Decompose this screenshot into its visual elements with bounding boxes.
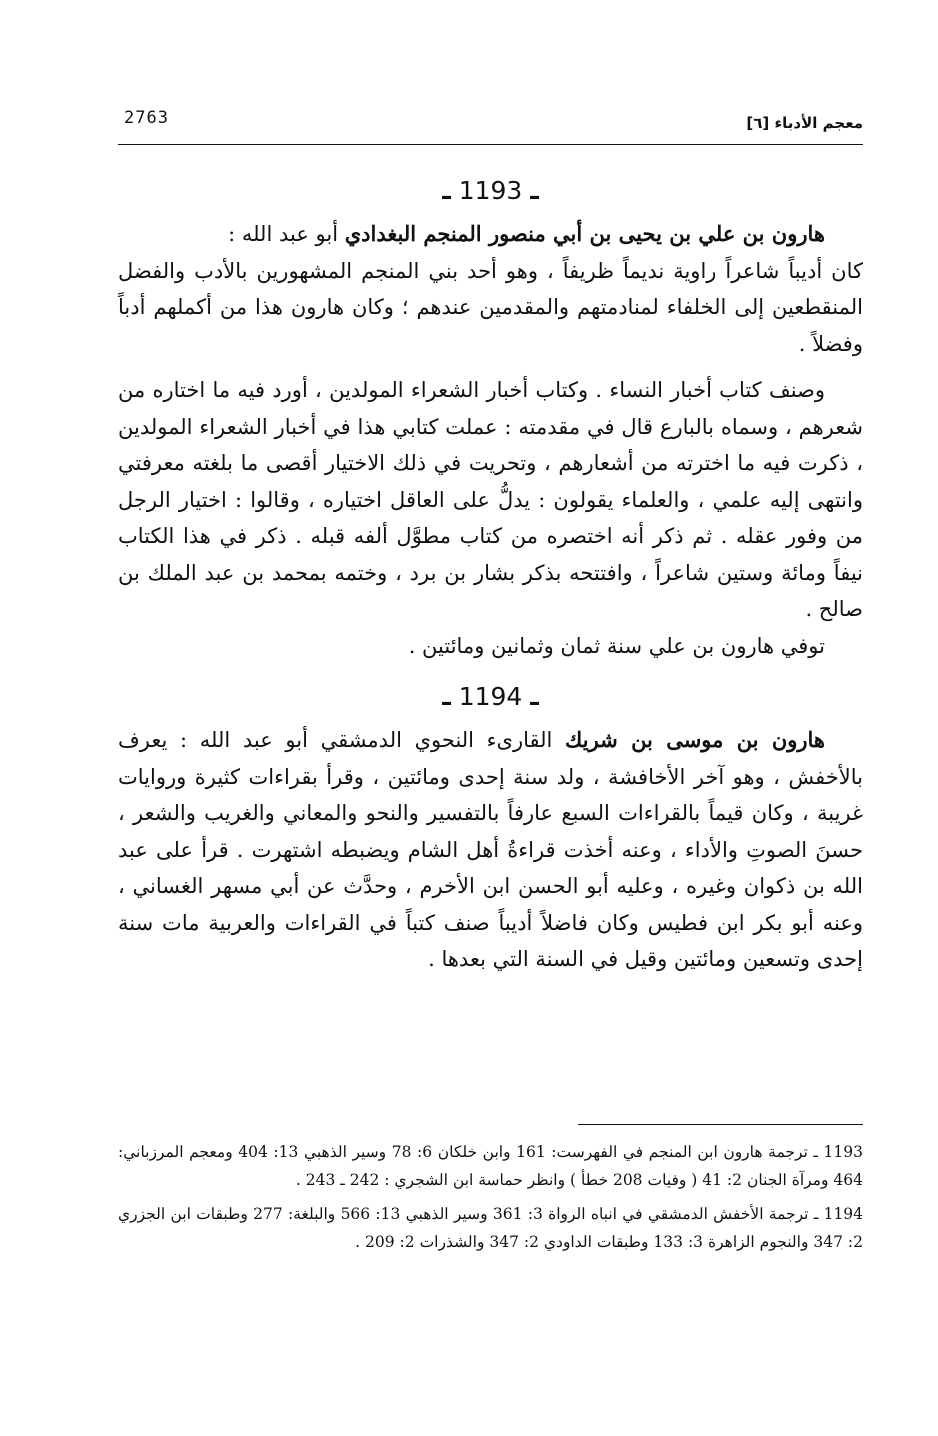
running-head <box>118 108 863 138</box>
entry-heading-1193 <box>118 216 863 253</box>
header-rule <box>118 144 863 145</box>
footnote: 1194 ـ ترجمة الأخفش الدمشقي في انباه الرواة 3: 361 وسير الذهبي 13: 566 والبلغة: 277 وطبقات ابن الجزري 2: 347 والنجوم الزاهرة 3: 133 وطبقات الداودي 2: 347 والشذرات 2: 209 . <box>118 1205 864 1251</box>
entry-name-rest: أبو عبد الله : <box>228 222 345 246</box>
entry-number-text: 1193 <box>458 176 523 205</box>
entry-heading-1194 <box>118 722 863 978</box>
entry-paragraph: توفي هارون بن علي سنة ثمان وثمانين ومائتين . <box>408 633 825 658</box>
main-text <box>118 166 863 978</box>
entry-number-text: 1194 <box>458 682 523 711</box>
entry-name: هارون بن موسى بن شريك <box>565 727 825 752</box>
book-title: معجم الأدباء [٦] <box>746 114 863 132</box>
footnote: 1193 ـ ترجمة هارون ابن المنجم في الفهرست: 161 وابن خلكان 6: 78 وسير الذهبي 13: 404 ومعجم المرزباني: 464 ومرآة الجنان 2: 41 ( وفيات 208 خطأ ) وانظر حماسة ابن الشجري : 242 ـ 243 . <box>118 1143 863 1189</box>
entry-name: هارون بن علي بن يحيى بن أبي منصور المنجم البغدادي <box>344 221 825 246</box>
page-number: 2763 <box>124 108 169 128</box>
entry-paragraph: وصنف كتاب أخبار النساء . وكتاب أخبار الشعراء المولدين ، أورد فيه ما اختاره من شعرهم ، وسماه بالبارع قال في مقدمته : عملت كتابي هذا في أخبار الشعراء المولدين ، ذكرت فيه ما اخترته من أشعارهم ، وتحريت في ذلك الاختيار أقصى ما بلغته معرفتي وانتهى إليه علمي ، والعلماء يقولون : يدلُّ على العاقل اختياره ، وقالوا : اختيار الرجل من وفور عقله . ثم ذكر أنه اختصره من كتاب مطوَّل ألفه قبله . ذكر في هذا الكتاب نيفاً ومائة وستين شاعراً ، وافتتحه بذكر بشار بن برد ، وختمه بمحمد بن عبد الملك بن صالح . <box>118 378 863 621</box>
entry-number-1194: ـ 1194 ـ <box>442 682 539 711</box>
footnotes <box>118 1138 863 1262</box>
footnote-rule <box>578 1124 863 1125</box>
entry-paragraph: كان أديباً شاعراً راوية نديماً ظريفاً ، وهو أحد بني المنجم المشهورين بالأدب والفضل المنقطعين إلى الخلفاء لمنادمتهم والمقدمين عندهم ؛ وكان هارون هذا من أكملهم أدباً وفضلاً . <box>118 258 863 356</box>
entry-number-1193: ـ 1193 ـ <box>442 176 539 205</box>
entry-name-rest: القارىء النحوي الدمشقي أبو عبد الله : يعرف بالأخفش ، وهو آخر الأخافشة ، ولد سنة إحدى ومائتين ، وقرأ بقراءات كثيرة وروايات غريبة ، وكان قيماً بالقراءات السبع عارفاً بالتفسير والنحو والمعاني والغريب والشعر ، حسنَ الصوتِ والأداء ، وعنه أخذت قراءةُ أهل الشام ويضبطه اشتهرت . قرأ على عبد الله بن ذكوان وغيره ، وعليه أبو الحسن ابن الأخرم ، وحدَّث عن أبي مسهر الغساني ، وعنه أبو بكر ابن فطيس وكان فاضلاً أديباً صنف كتباً في القراءات والعربية مات سنة إحدى وتسعين ومائتين وقيل في السنة التي بعدها . <box>118 728 863 971</box>
